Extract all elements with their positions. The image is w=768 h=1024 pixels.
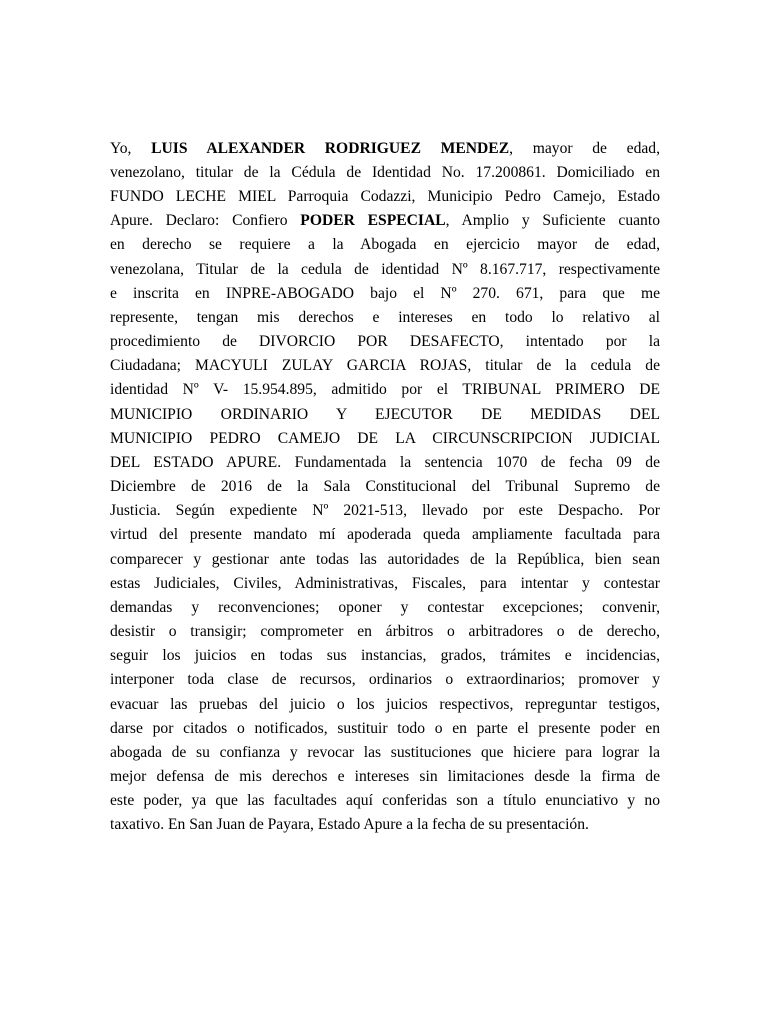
text-line: darse por citados o notificados, sustituir todo o en parte el presente poder en xyxy=(110,720,660,737)
grantor-name: LUIS ALEXANDER RODRIGUEZ MENDEZ xyxy=(151,140,510,157)
text-line: procedimiento de DIVORCIO POR DESAFECTO, intentado por la xyxy=(110,333,660,350)
text-line: Diciembre de 2016 de la Sala Constitucional del Tribunal Supremo de xyxy=(110,478,660,495)
text-line: estas Judiciales, Civiles, Administrativas, Fiscales, para intentar y contestar xyxy=(110,575,660,592)
text-line: demandas y reconvenciones; oponer y contestar excepciones; convenir, xyxy=(110,599,660,616)
text-line: Ciudadana; MACYULI ZULAY GARCIA ROJAS, titular de la cedula de xyxy=(110,357,660,374)
text-line: seguir los juicios en todas sus instancias, grados, trámites e incidencias, xyxy=(110,647,660,664)
text-line: virtud del presente mandato mí apoderada queda ampliamente facultada para xyxy=(110,526,660,543)
text-line: identidad Nº V- 15.954.895, admitido por el TRIBUNAL PRIMERO DE xyxy=(110,381,660,398)
text-line: MUNICIPIO ORDINARIO Y EJECUTOR DE MEDIDAS DEL xyxy=(110,406,660,423)
text-line: evacuar las pruebas del juicio o los juicios respectivos, repreguntar testigos, xyxy=(110,696,660,713)
text-line: Apure. Declaro: Confiero PODER ESPECIAL, Amplio y Suficiente cuanto xyxy=(110,212,660,229)
text-line: taxativo. En San Juan de Payara, Estado Apure a la fecha de su presentación. xyxy=(110,816,589,833)
text-line: este poder, ya que las facultades aquí conferidas son a título enunciativo y no xyxy=(110,792,660,809)
text-line: venezolano, titular de la Cédula de Identidad No. 17.200861. Domiciliado en xyxy=(110,164,660,181)
power-type: PODER ESPECIAL xyxy=(300,212,446,229)
text-line: interponer toda clase de recursos, ordinarios o extraordinarios; promover y xyxy=(110,671,660,688)
text-line: comparecer y gestionar ante todas las autoridades de la República, bien sean xyxy=(110,551,660,568)
text-line: en derecho se requiere a la Abogada en ejercicio mayor de edad, xyxy=(110,236,660,253)
text-line: FUNDO LECHE MIEL Parroquia Codazzi, Municipio Pedro Camejo, Estado xyxy=(110,188,660,205)
text-line: MUNICIPIO PEDRO CAMEJO DE LA CIRCUNSCRIPCION JUDICIAL xyxy=(110,430,660,447)
text-line: venezolana, Titular de la cedula de identidad Nº 8.167.717, respectivamente xyxy=(110,261,660,278)
text-line: e inscrita en INPRE-ABOGADO bajo el Nº 270. 671, para que me xyxy=(110,285,660,302)
text-line: desistir o transigir; comprometer en árbitros o arbitradores o de derecho, xyxy=(110,623,660,640)
text-line: Justicia. Según expediente Nº 2021-513, llevado por este Despacho. Por xyxy=(110,502,660,519)
text-line: represente, tengan mis derechos e intereses en todo lo relativo al xyxy=(110,309,660,326)
text-line: abogada de su confianza y revocar las sustituciones que hiciere para lograr la xyxy=(110,744,660,761)
text-line: DEL ESTADO APURE. Fundamentada la sentencia 1070 de fecha 09 de xyxy=(110,454,660,471)
text-line: mejor defensa de mis derechos e intereses sin limitaciones desde la firma de xyxy=(110,768,660,785)
text-line: Yo, LUIS ALEXANDER RODRIGUEZ MENDEZ, mayor de edad, xyxy=(110,140,660,157)
